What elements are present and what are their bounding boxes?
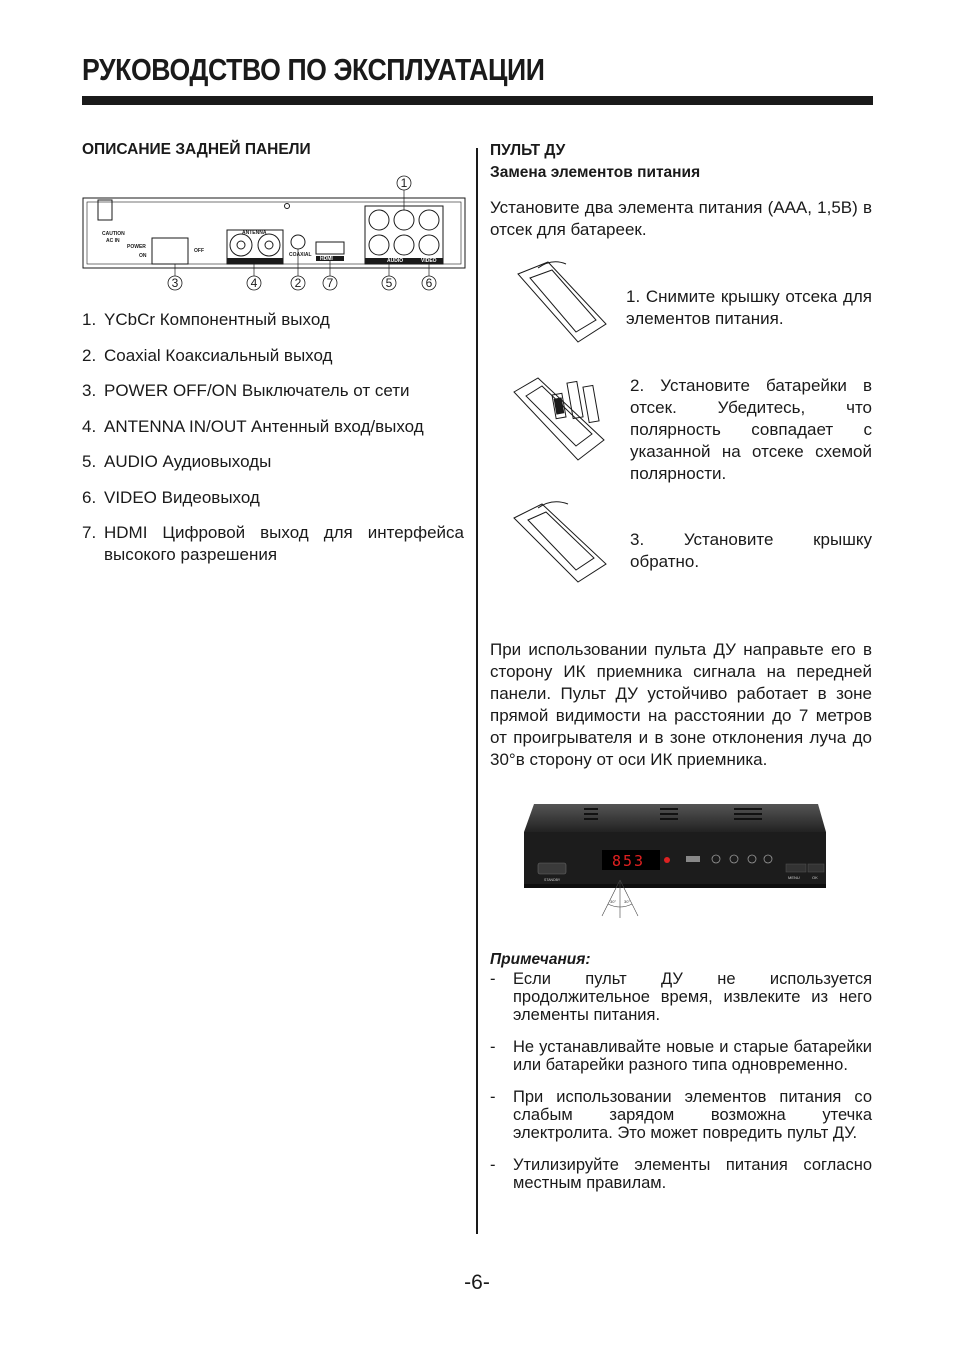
panel-label-hdmi: HDMI xyxy=(320,256,333,262)
panel-label-audio: AUDIO xyxy=(387,258,404,264)
panel-label-ac-in: AC IN xyxy=(106,238,120,244)
list-item: 3. POWER OFF/ON Выключатель от сети xyxy=(82,381,410,400)
angle-left-label: 30° xyxy=(610,899,617,904)
battery-subheading: Замена элементов питания xyxy=(490,164,701,181)
panel-label-antenna: ANTENNA xyxy=(242,230,267,236)
battery-intro: Установите два элемента питания (ААА, 1,5В) в отсек для батареек. xyxy=(490,198,872,239)
list-item: 2. Coaxial Коаксиальный выход xyxy=(82,345,333,365)
list-item: - Утилизируйте элементы питания согласно местным правилам. xyxy=(490,1156,872,1192)
callout-1: 1 xyxy=(400,176,408,190)
notes-list xyxy=(490,970,872,1206)
panel-label-coaxial: COAXIAL xyxy=(289,252,312,258)
panel-label-off: OFF xyxy=(194,248,204,254)
list-item: 4. ANTENNA IN/OUT Антенный вход/выход xyxy=(82,416,424,436)
page-title: РУКОВОДСТВО ПО ЭКСПЛУАТАЦИИ xyxy=(82,52,545,87)
title-rule xyxy=(82,96,873,105)
list-item: - При использовании элементов питания со слабым зарядом возможна утечка электролита. Это может повредить пульт ДУ. xyxy=(490,1088,872,1142)
list-item: 6. VIDEO Видеовыход xyxy=(82,487,260,507)
remote-close-cover-illustration xyxy=(508,494,612,586)
panel-label-video: VIDEO xyxy=(421,258,437,264)
callout-3: 3 xyxy=(171,276,179,290)
callout-4: 4 xyxy=(250,276,258,290)
receiver-front-illustration xyxy=(520,800,832,920)
column-divider xyxy=(476,148,478,1234)
remote-insert-batteries-illustration xyxy=(508,368,612,464)
rear-panel-diagram xyxy=(82,172,466,294)
step-2: 2. Установите батарейки в отсек. Убедитесь, что полярность совпадает с указанной на отсеке схемой полярности. xyxy=(630,376,872,483)
list-item: 5. AUDIO Аудиовыходы xyxy=(82,452,272,471)
rear-panel-heading: ОПИСАНИЕ ЗАДНЕЙ ПАНЕЛИ xyxy=(82,141,311,158)
remote-open-cover-illustration xyxy=(508,254,612,346)
ok-label: OK xyxy=(812,875,818,880)
list-item: 7. HDMI Цифровой выход для интерфейса высокого разрешения xyxy=(82,523,464,564)
angle-right-label: 30° xyxy=(624,899,631,904)
panel-label-caution: CAUTION xyxy=(102,231,125,237)
remote-usage-text: При использовании пульта ДУ направьте его в сторону ИК приемника сигнала на передней панели. Пульт ДУ устойчиво работает в зоне прямой видимости на расстоянии до 7 метров от проигрывателя и в зоне отклонения луча до 30°в сторону от оси ИК приемника. xyxy=(490,640,872,769)
callout-2: 2 xyxy=(294,276,302,290)
panel-label-power: POWER xyxy=(127,244,146,250)
page-number: -6- xyxy=(464,1271,490,1294)
list-item: 1. YCbCr Компонентный выход xyxy=(82,310,330,329)
list-item: - Если пульт ДУ не используется продолжительное время, извлеките из него элементы питания. xyxy=(490,970,872,1024)
standby-label: STANDBY xyxy=(544,878,561,882)
callout-5: 5 xyxy=(385,276,393,290)
callout-6: 6 xyxy=(425,276,433,290)
menu-label: MENU xyxy=(788,875,800,880)
led-display: 853 xyxy=(612,852,646,870)
rear-panel-list xyxy=(82,309,464,580)
list-item: - Не устанавливайте новые и старые батарейки или батарейки разного типа одновременно. xyxy=(490,1038,872,1074)
panel-label-on: ON xyxy=(139,253,147,259)
notes-title: Примечания: xyxy=(490,951,591,968)
callout-7: 7 xyxy=(326,276,334,290)
remote-heading: ПУЛЬТ ДУ xyxy=(490,142,566,159)
step-3: 3. Установите крышку обратно. xyxy=(630,530,872,571)
step-1: 1. Снимите крышку отсека для элементов питания. xyxy=(626,287,872,328)
